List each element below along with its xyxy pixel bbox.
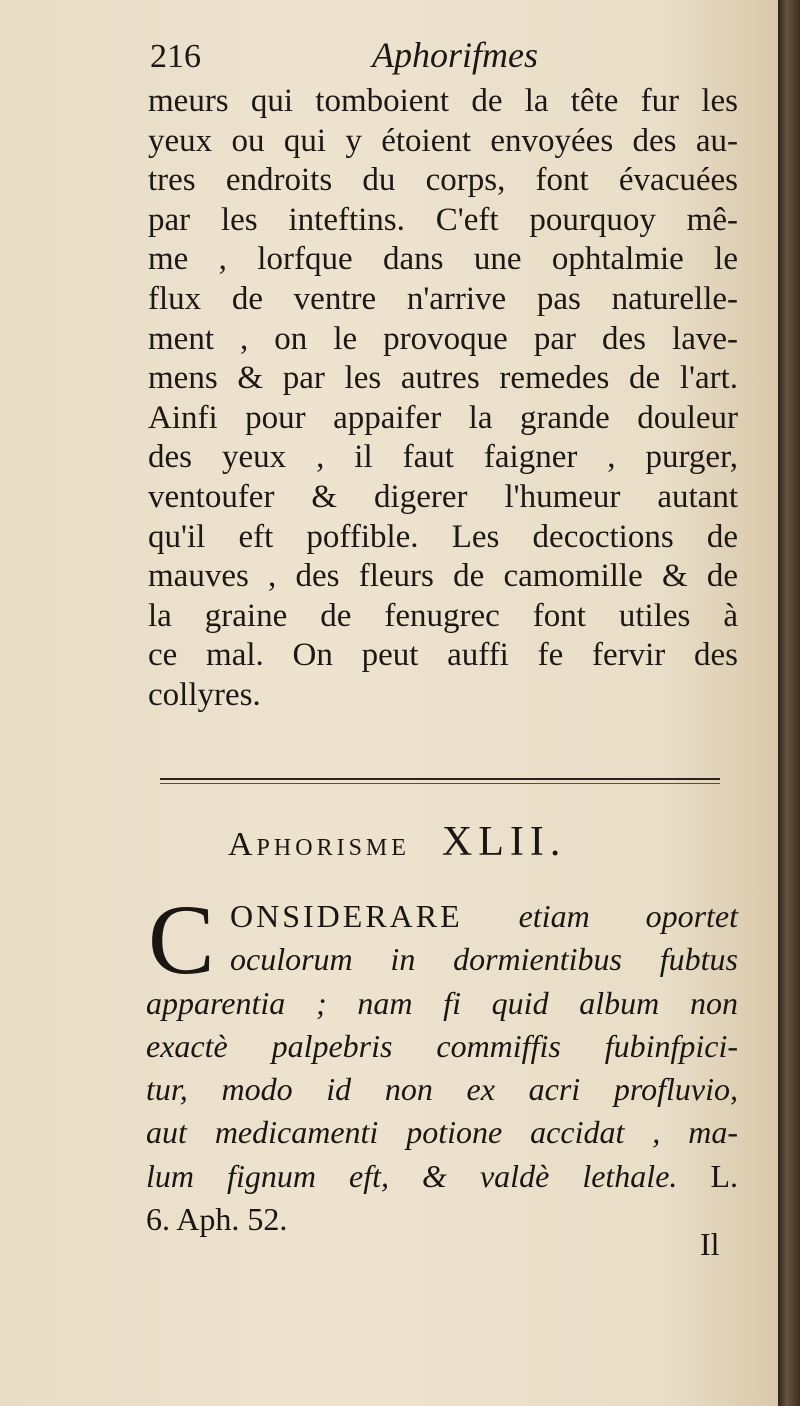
text-line: yeux ou qui y étoient envoyées des au-: [148, 122, 738, 159]
latin-line-text: lum fignum eft, & valdè lethale.: [146, 1157, 678, 1194]
latin-text: [146, 884, 739, 1241]
text-line: collyres.: [148, 676, 261, 713]
text-line: meurs qui tomboient de la tête fur les: [148, 83, 738, 119]
latin-caps: ONSIDERARE: [230, 898, 463, 934]
book-edge: [778, 0, 800, 1406]
catchword: Il: [700, 1226, 720, 1262]
reference-tail: L.: [710, 1157, 739, 1194]
running-head: [150, 28, 750, 78]
text-line: mens & par les autres remedes de l'art.: [148, 360, 738, 397]
text-line: flux de ventre n'arrive pas naturelle-: [148, 280, 738, 317]
latin-first-rest: etiam oportet: [518, 898, 739, 934]
text-line: ventoufer & digerer l'humeur autant: [148, 478, 738, 515]
latin-line: [146, 1155, 738, 1198]
aphorism-heading: [228, 818, 698, 866]
latin-line: oculorum in dormientibus fubtus: [230, 941, 738, 978]
text-line: mauves , des fleurs de camomille & de: [148, 558, 738, 595]
text-line: tres endroits du corps, font évacuées: [148, 162, 738, 199]
body-text: [148, 82, 738, 716]
drop-cap: C: [148, 884, 215, 995]
text-line: me , lorfque dans une ophtalmie le: [148, 241, 738, 278]
heading-word: Aphorisme: [228, 826, 410, 863]
reference-line: 6. Aph. 52.: [146, 1201, 288, 1238]
text-line: la graine de fenugrec font utiles à: [148, 597, 738, 634]
latin-line: [146, 895, 738, 938]
text-line: qu'il eft poffible. Les decoctions de: [148, 518, 738, 555]
text-line: par les inteftins. C'eft pourquoy mê-: [148, 201, 738, 238]
running-title: Aphorifmes: [372, 35, 538, 75]
page-number: 216: [150, 38, 201, 75]
latin-line: tur, modo id non ex acri profluvio,: [146, 1071, 738, 1108]
section-rule: [160, 778, 720, 780]
latin-line: apparentia ; nam fi quid album non: [146, 984, 738, 1021]
latin-line: exactè palpebris commiffis fubinfpici-: [146, 1027, 738, 1064]
heading-number: XLII.: [441, 819, 567, 865]
text-line: ce mal. On peut auffi fe fervir des: [148, 637, 738, 674]
text-line: Ainfi pour appaifer la grande douleur: [148, 399, 738, 436]
text-line: des yeux , il faut faigner , purger,: [148, 439, 738, 476]
latin-line: aut medicamenti potione accidat , ma-: [146, 1114, 738, 1151]
text-line: ment , on le provoque par des lave-: [148, 320, 738, 357]
